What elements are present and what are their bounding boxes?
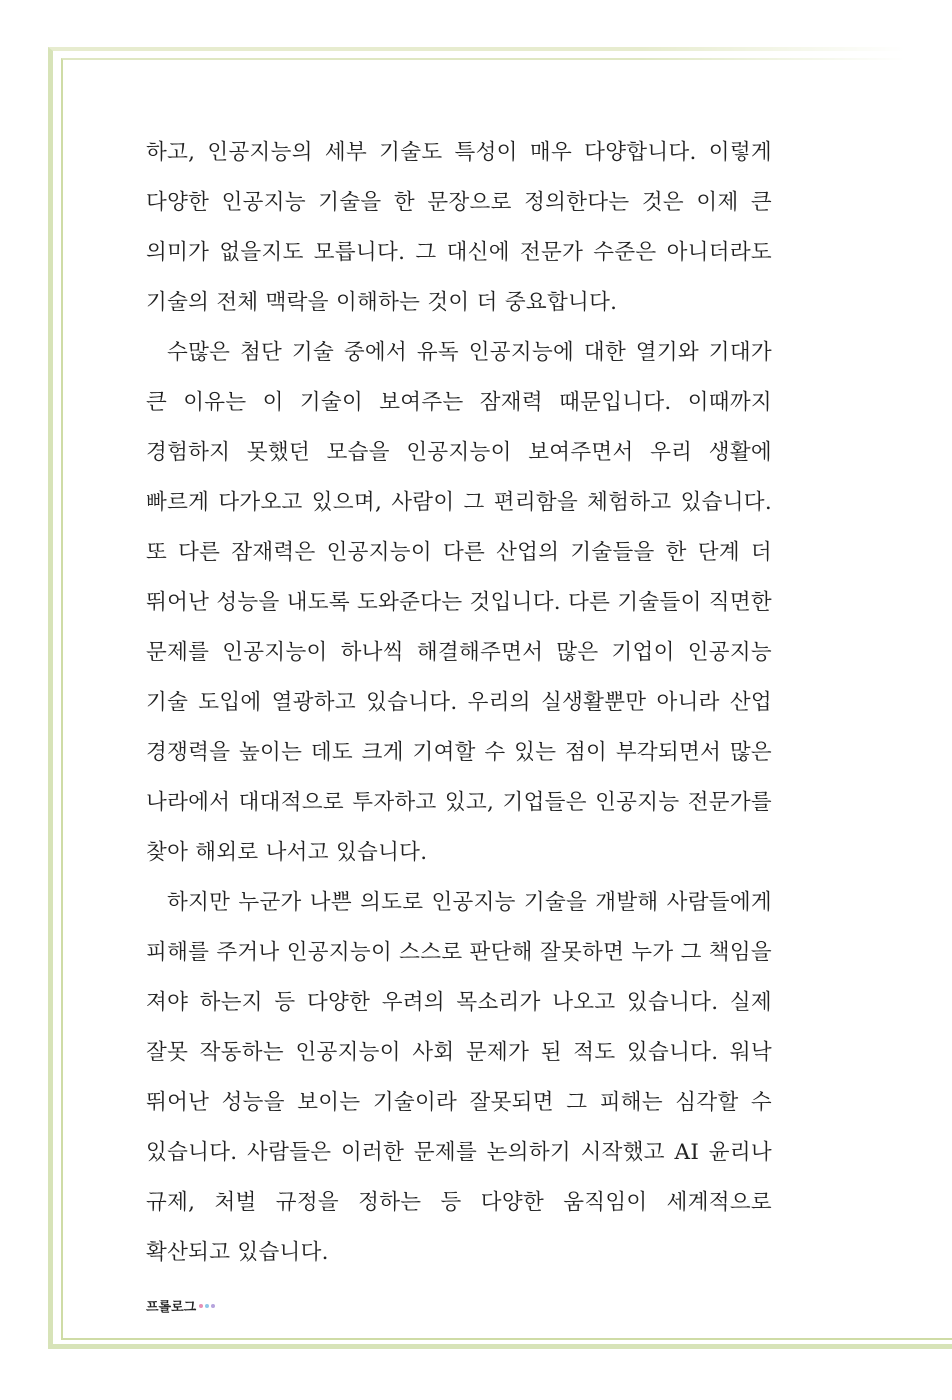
page-footer bbox=[146, 1296, 215, 1315]
paragraph-1: 하고, 인공지능의 세부 기술도 특성이 매우 다양합니다. 이렇게 다양한 인공지능 기술을 한 문장으로 정의한다는 것은 이제 큰 의미가 없을지도 모릅니다. 그 대신에 전문가 수준은 아니더라도 기술의 전체 맥락을 이해하는 것이 더 중요합니다. bbox=[146, 140, 772, 315]
body-text bbox=[146, 128, 772, 1278]
paragraph-3: 하지만 누군가 나쁜 의도로 인공지능 기술을 개발해 사람들에게 피해를 주거나 인공지능이 스스로 판단해 잘못하면 누가 그 책임을 져야 하는지 등 다양한 우려의 목소리가 나오고 있습니다. 실제 잘못 작동하는 인공지능이 사회 문제가 된 적도 있습니다. 워낙 뛰어난 성능을 보이는 기술이라 잘못되면 그 피해는 심각할 수 있습니다. 사람들은 이러한 문제를 논의하기 시작했고 AI 윤리나 규제, 처벌 규정을 정하는 등 다양한 움직임이 세계적으로 확산되고 있습니다. bbox=[146, 890, 772, 1265]
dot-purple bbox=[211, 1304, 215, 1308]
decorative-dots-icon bbox=[199, 1304, 215, 1308]
dot-blue bbox=[205, 1304, 209, 1308]
paragraph-2: 수많은 첨단 기술 중에서 유독 인공지능에 대한 열기와 기대가 큰 이유는 이 기술이 보여주는 잠재력 때문입니다. 이때까지 경험하지 못했던 모습을 인공지능이 보여주면서 우리 생활에 빠르게 다가오고 있으며, 사람이 그 편리함을 체험하고 있습니다. 또 다른 잠재력은 인공지능이 다른 산업의 기술들을 한 단계 더 뛰어난 성능을 내도록 도와준다는 것입니다. 다른 기술들이 직면한 문제를 인공지능이 하나씩 해결해주면서 많은 기업이 인공지능 기술 도입에 열광하고 있습니다. 우리의 실생활뿐만 아니라 산업 경쟁력을 높이는 데도 크게 기여할 수 있는 점이 부각되면서 많은 나라에서 대대적으로 투자하고 있고, 기업들은 인공지능 전문가를 찾아 해외로 나서고 있습니다. bbox=[146, 340, 772, 865]
dot-pink bbox=[199, 1304, 203, 1308]
page-frame-fade bbox=[640, 47, 952, 61]
section-label: 프롤로그 bbox=[146, 1300, 197, 1315]
